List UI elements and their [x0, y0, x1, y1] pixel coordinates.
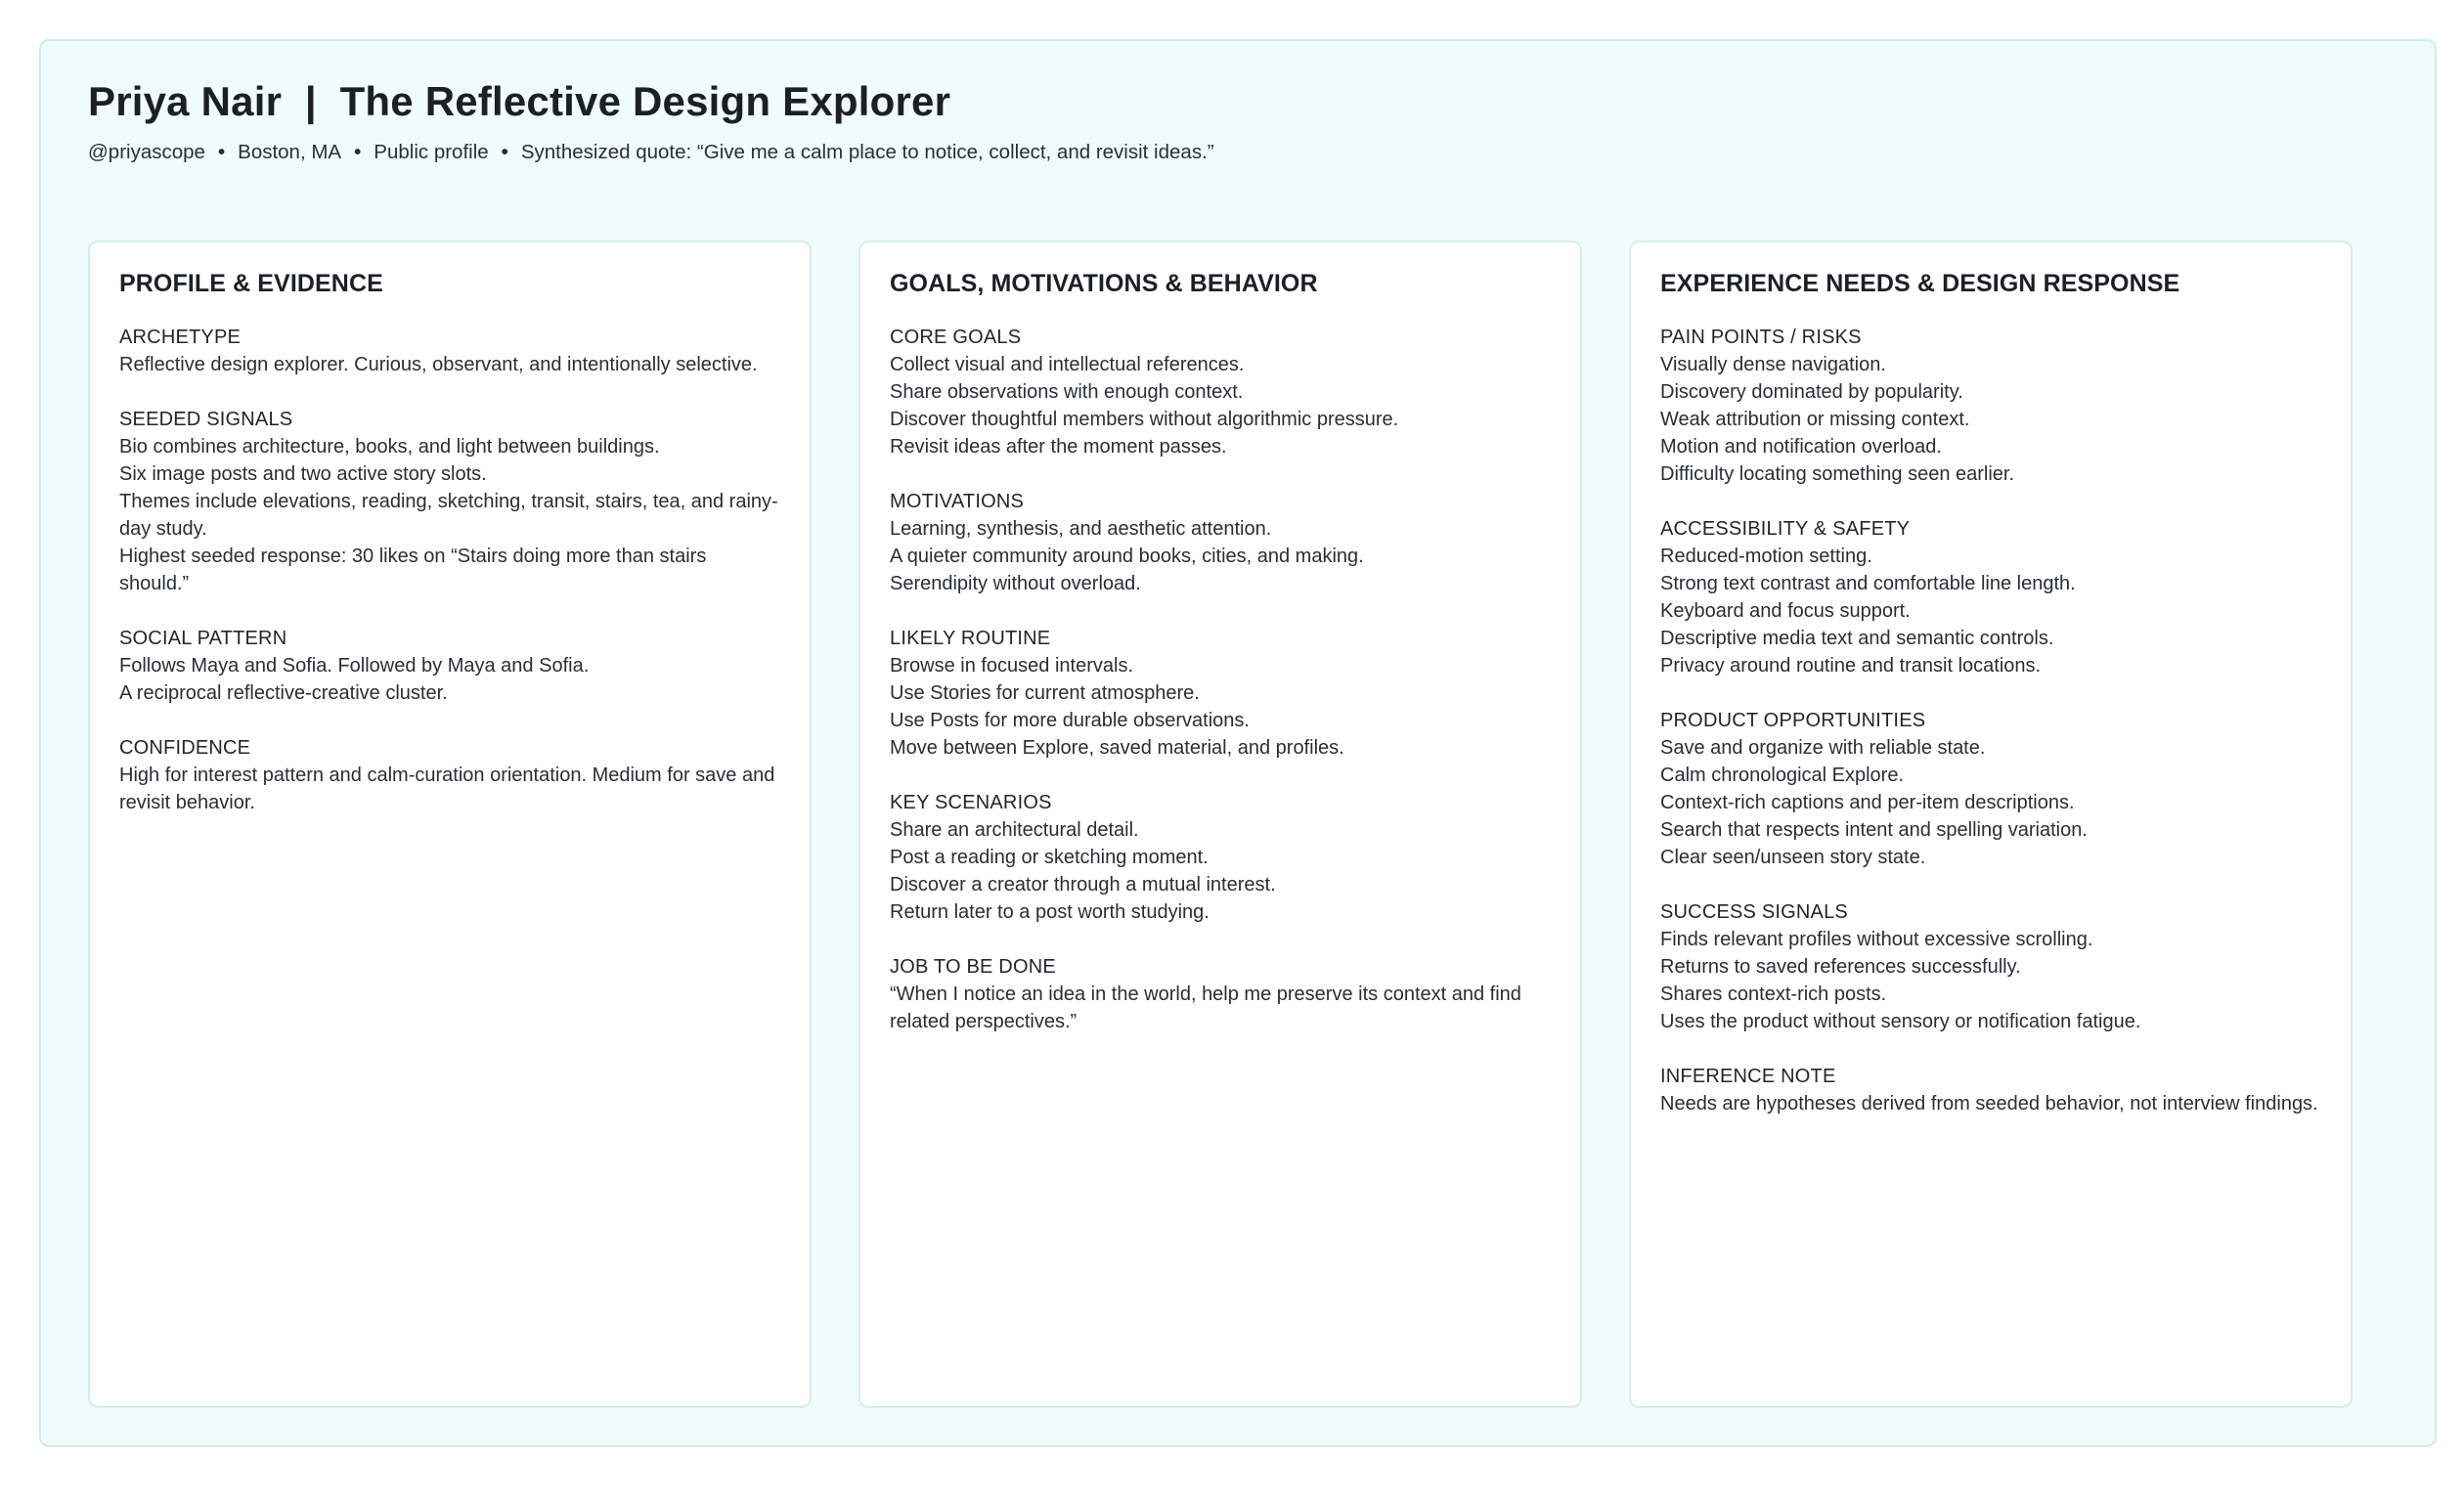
section-heading: PAIN POINTS / RISKS	[1660, 327, 1862, 348]
meta-separator-dot: •	[354, 141, 362, 163]
section-line: Share observations with enough context.	[890, 381, 1244, 403]
section-line: A quieter community around books, cities, and making.	[890, 546, 1364, 567]
section-line: Strong text contrast and comfortable line length.	[1660, 573, 2076, 594]
section-line: Visually dense navigation.	[1660, 354, 1886, 375]
persona-section	[119, 734, 780, 816]
section-heading: SUCCESS SIGNALS	[1660, 901, 1848, 923]
section-heading: SEEDED SIGNALS	[119, 409, 293, 430]
section-line: Themes include elevations, reading, sketching, transit, stairs, tea, and rainy-day study.	[119, 491, 778, 540]
section-line: Context-rich captions and per-item descriptions.	[1660, 792, 2075, 813]
section-line: High for interest pattern and calm-curation orientation. Medium for save and revisit behavior.	[119, 765, 775, 813]
section-line: Bio combines architecture, books, and light between buildings.	[119, 436, 660, 458]
section-line: Reflective design explorer. Curious, observant, and intentionally selective.	[119, 354, 758, 375]
section-line: Calm chronological Explore.	[1660, 765, 1905, 786]
profile-visibility: Public profile	[374, 141, 489, 163]
section-line: Discover thoughtful members without algorithmic pressure.	[890, 409, 1399, 430]
section-line: Post a reading or sketching moment.	[890, 847, 1209, 868]
section-line: Return later to a post worth studying.	[890, 901, 1210, 923]
persona-column-2	[858, 240, 1582, 1408]
section-line: Reduced-motion setting.	[1660, 546, 1872, 567]
section-line: “When I notice an idea in the world, help me preserve its context and find related perspectives.”	[890, 983, 1521, 1032]
persona-section	[119, 406, 780, 597]
persona-section	[1660, 1063, 2321, 1117]
section-line: Finds relevant profiles without excessive scrolling.	[1660, 929, 2093, 950]
meta-separator-dot: •	[217, 141, 226, 163]
page-title	[88, 78, 950, 125]
persona-section	[890, 625, 1551, 762]
persona-section	[1660, 898, 2321, 1035]
section-heading: CORE GOALS	[890, 327, 1022, 348]
section-heading: JOB TO BE DONE	[890, 956, 1056, 978]
persona-column-1	[88, 240, 812, 1408]
section-line: Collect visual and intellectual references.	[890, 354, 1245, 375]
persona-title: The Reflective Design Explorer	[339, 78, 951, 124]
section-line: Returns to saved references successfully.	[1660, 956, 2021, 978]
section-line: Discover a creator through a mutual interest.	[890, 874, 1276, 896]
section-line: Keyboard and focus support.	[1660, 600, 1911, 622]
column-title: GOALS, MOTIVATIONS & BEHAVIOR	[890, 270, 1318, 297]
persona-board	[39, 39, 2437, 1447]
persona-section	[119, 625, 780, 707]
section-line: Learning, synthesis, and aesthetic attention.	[890, 518, 1272, 540]
persona-section	[1660, 324, 2321, 488]
section-heading: INFERENCE NOTE	[1660, 1066, 1836, 1087]
persona-section	[890, 324, 1551, 460]
section-line: Difficulty locating something seen earlier.	[1660, 463, 2015, 485]
section-heading: KEY SCENARIOS	[890, 792, 1052, 813]
section-line: Clear seen/unseen story state.	[1660, 847, 1926, 868]
section-line: Uses the product without sensory or notification fatigue.	[1660, 1011, 2141, 1032]
persona-section	[890, 953, 1551, 1035]
column-title: PROFILE & EVIDENCE	[119, 270, 383, 297]
section-line: Revisit ideas after the moment passes.	[890, 436, 1227, 458]
section-line: Save and organize with reliable state.	[1660, 737, 1986, 759]
section-line: Needs are hypotheses derived from seeded behavior, not interview findings.	[1660, 1093, 2318, 1114]
synthesized-quote: Synthesized quote: “Give me a calm place to notice, collect, and revisit ideas.”	[520, 141, 1214, 163]
persona-name: Priya Nair	[88, 78, 283, 124]
persona-section	[1660, 515, 2321, 679]
persona-section	[890, 488, 1551, 597]
section-line: Move between Explore, saved material, and profiles.	[890, 737, 1344, 759]
section-line: Descriptive media text and semantic controls.	[1660, 628, 2054, 649]
section-line: Six image posts and two active story slots.	[119, 463, 487, 485]
section-heading: PRODUCT OPPORTUNITIES	[1660, 710, 1926, 731]
section-line: Search that respects intent and spelling variation.	[1660, 819, 2088, 841]
section-line: Shares context-rich posts.	[1660, 983, 1887, 1005]
section-line: Highest seeded response: 30 likes on “Stairs doing more than stairs should.”	[119, 546, 707, 594]
section-heading: LIKELY ROUTINE	[890, 628, 1051, 649]
section-heading: ARCHETYPE	[119, 327, 242, 348]
section-line: Weak attribution or missing context.	[1660, 409, 1970, 430]
title-separator: |	[304, 78, 317, 124]
section-line: Follows Maya and Sofia. Followed by Maya and Sofia.	[119, 655, 590, 677]
section-heading: SOCIAL PATTERN	[119, 628, 287, 649]
meta-separator-dot: •	[501, 141, 508, 163]
persona-meta-line	[88, 141, 1214, 164]
persona-section	[1660, 707, 2321, 871]
persona-location: Boston, MA	[238, 141, 342, 163]
section-line: Discovery dominated by popularity.	[1660, 381, 1963, 403]
persona-section	[890, 789, 1551, 926]
section-line: Share an architectural detail.	[890, 819, 1139, 841]
section-line: Browse in focused intervals.	[890, 655, 1134, 677]
persona-section	[119, 324, 780, 378]
section-line: Serendipity without overload.	[890, 573, 1141, 594]
column-title: EXPERIENCE NEEDS & DESIGN RESPONSE	[1660, 270, 2180, 297]
section-heading: MOTIVATIONS	[890, 491, 1025, 512]
persona-column-3	[1629, 240, 2353, 1408]
section-line: Privacy around routine and transit locations.	[1660, 655, 2042, 677]
section-line: Use Posts for more durable observations.	[890, 710, 1250, 731]
section-line: Motion and notification overload.	[1660, 436, 1942, 458]
section-heading: ACCESSIBILITY & SAFETY	[1660, 518, 1911, 540]
section-line: Use Stories for current atmosphere.	[890, 682, 1200, 704]
persona-handle: @priyascope	[88, 141, 205, 163]
section-heading: CONFIDENCE	[119, 737, 251, 759]
section-line: A reciprocal reflective-creative cluster.	[119, 682, 448, 704]
